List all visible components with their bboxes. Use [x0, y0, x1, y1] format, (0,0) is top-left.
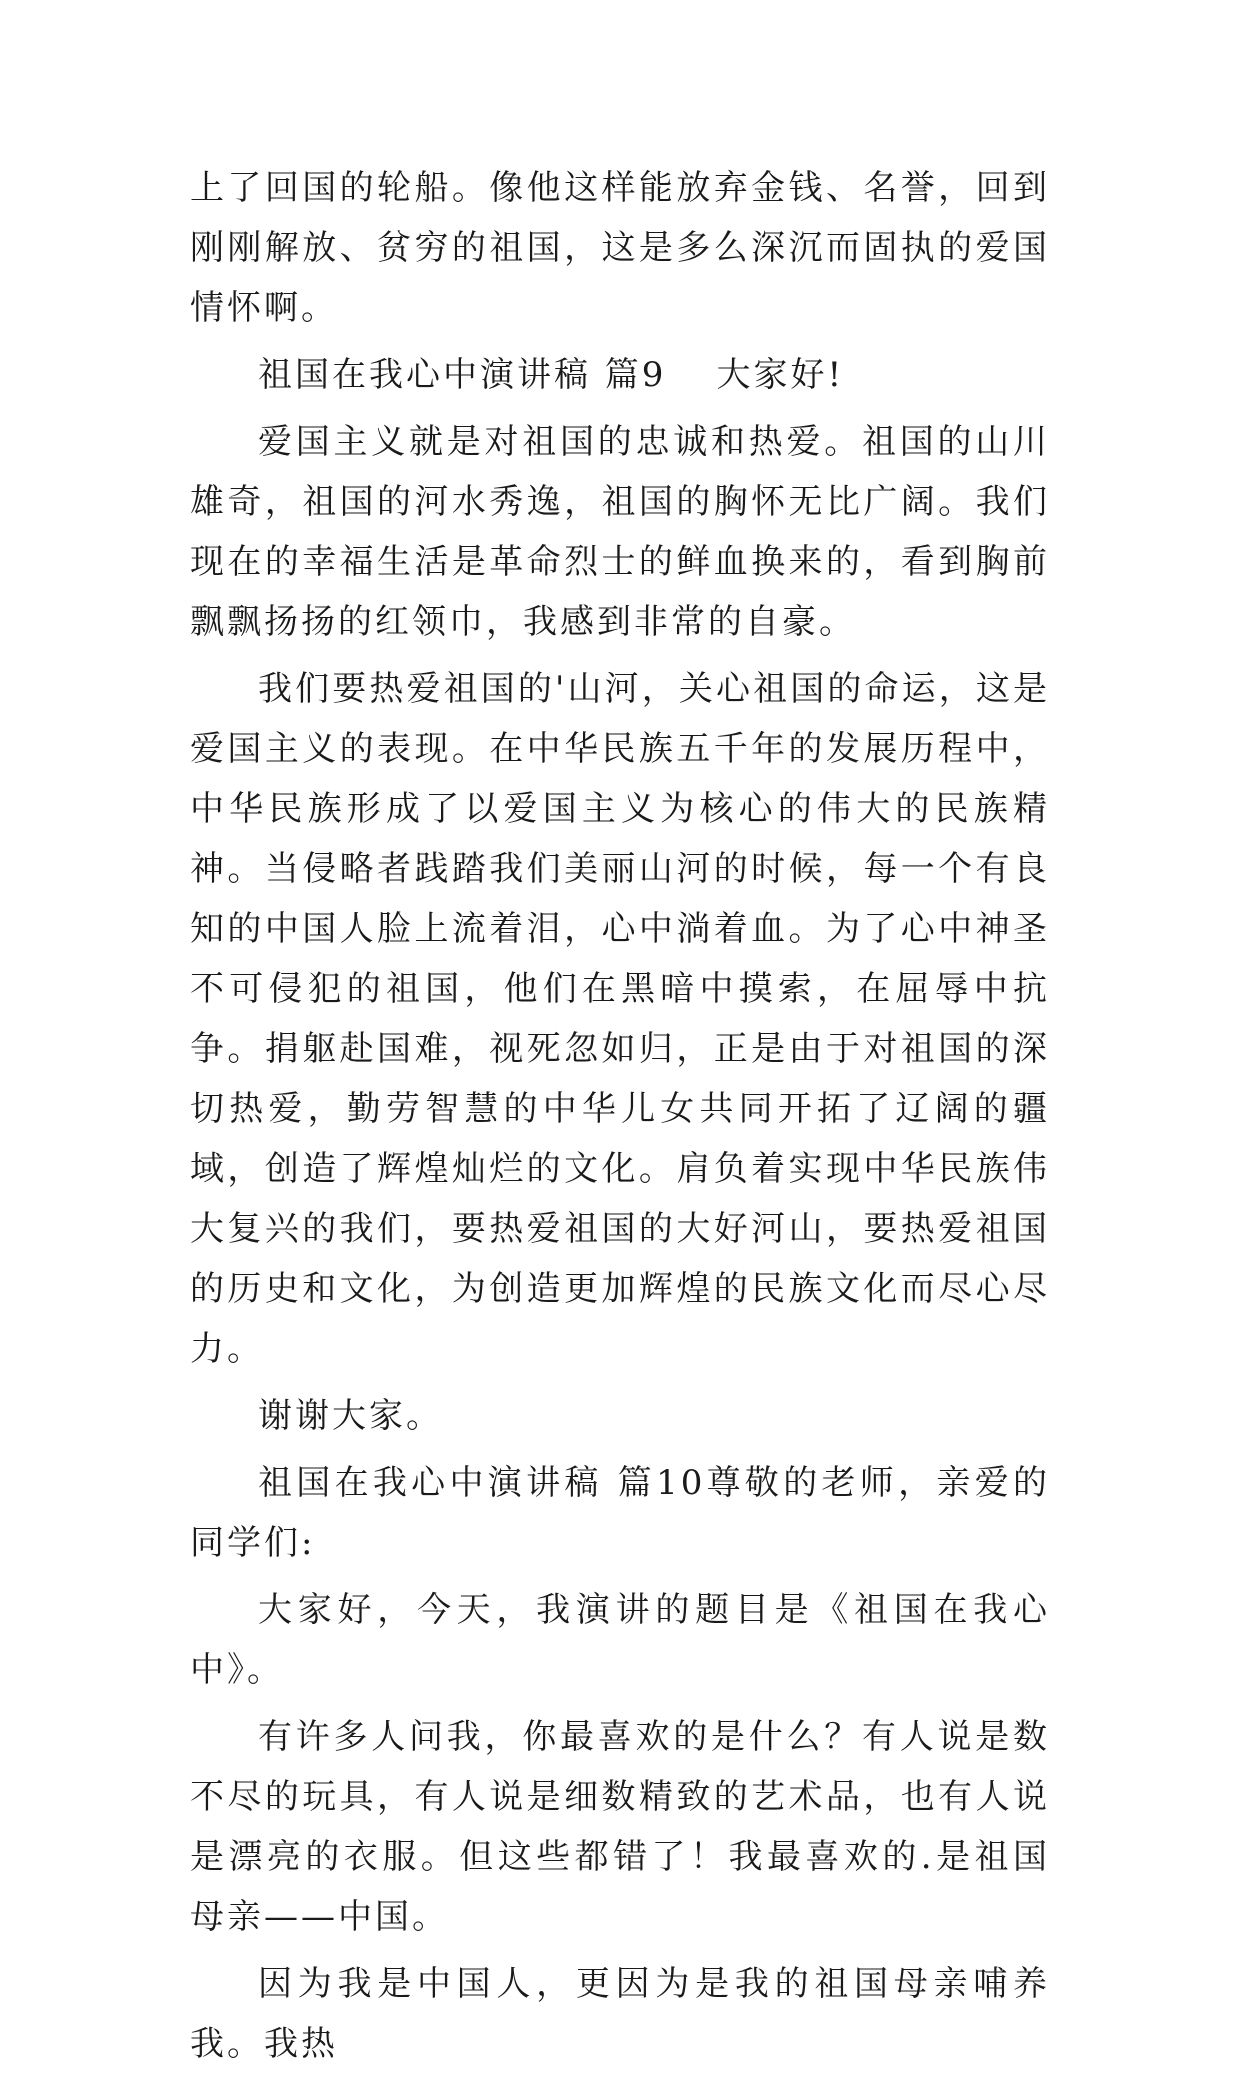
paragraph-thanks: 谢谢大家。	[258, 1396, 443, 1436]
paragraph: 有许多人问我，你最喜欢的是什么？有人说是数不尽的玩具，有人说是细数精致的艺术品，也有人说是漂亮的衣服。但这些都错了！我最喜欢的.是祖国母亲——中国。	[190, 1717, 1050, 1937]
paragraph-heading-9	[190, 345, 1050, 405]
paragraph: 大家好，今天，我演讲的题目是《祖国在我心中》。	[190, 1590, 1050, 1690]
paragraph: 爱国主义就是对祖国的忠诚和热爱。祖国的山川雄奇，祖国的河水秀逸，祖国的胸怀无比广阔。我们现在的幸福生活是革命烈士的鲜血换来的，看到胸前飘飘扬扬的红领巾，我感到非常的自豪。	[190, 422, 1050, 642]
paragraph-heading-10: 祖国在我心中演讲稿 篇10尊敬的老师，亲爱的同学们:	[190, 1463, 1050, 1563]
body-text	[190, 158, 1050, 2081]
paragraph-truncated: 因为我是中国人，更因为是我的祖国母亲哺养我。我热	[190, 1964, 1050, 2064]
paragraph: 我们要热爱祖国的'山河，关心祖国的命运，这是爱国主义的表现。在中华民族五千年的发展历程中，中华民族形成了以爱国主义为核心的伟大的民族精神。当侵略者践踏我们美丽山河的时候，每一个有良知的中国人脸上流着泪，心中淌着血。为了心中神圣不可侵犯的祖国，他们在黑暗中摸索，在屈辱中抗争。捐躯赴国难，视死忽如归，正是由于对祖国的深切热爱，勤劳智慧的中华儿女共同开拓了辽阔的疆域，创造了辉煌灿烂的文化。肩负着实现中华民族伟大复兴的我们，要热爱祖国的大好河山，要热爱祖国的历史和文化，为创造更加辉煌的民族文化而尽心尽力。	[190, 669, 1050, 1369]
speech-heading-9: 祖国在我心中演讲稿 篇9	[258, 355, 667, 395]
paragraph-continuation: 上了回国的轮船。像他这样能放弃金钱、名誉，回到刚刚解放、贫穷的祖国，这是多么深沉而固执的爱国情怀啊。	[190, 168, 1050, 328]
greeting: 大家好!	[716, 355, 845, 395]
